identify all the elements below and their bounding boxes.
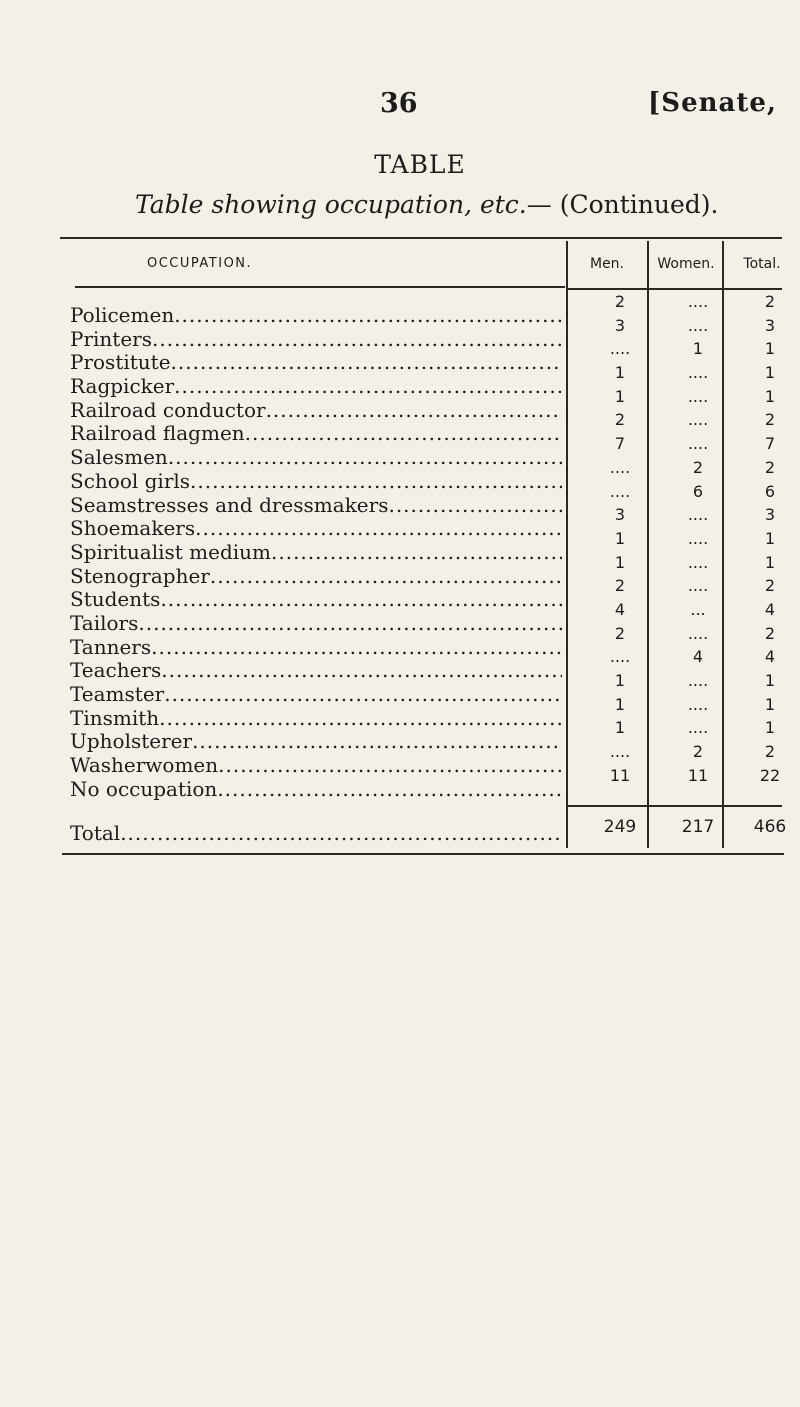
women-cell: 2 bbox=[692, 457, 704, 477]
total-cell: 1 bbox=[764, 339, 776, 359]
women-cell: 6 bbox=[692, 481, 704, 501]
occupation-column-header: OCCUPATION. bbox=[147, 256, 253, 271]
running-head: [Senate, bbox=[648, 88, 777, 118]
women-cell: .... bbox=[687, 623, 709, 643]
men-cell: .... bbox=[609, 647, 631, 667]
occupation-cell: Shoemakers ..... bbox=[70, 516, 562, 540]
table-subtitle bbox=[135, 190, 718, 219]
men-cell: 1 bbox=[614, 363, 626, 383]
men-cell: .... bbox=[609, 481, 631, 501]
totals-label: Total ..... bbox=[70, 821, 562, 845]
men-cell: 3 bbox=[614, 315, 626, 335]
men-cell: 1 bbox=[614, 671, 626, 690]
occupation-cell: Railroad flagmen ..... bbox=[70, 421, 562, 445]
occupation-cell: Teachers ..... bbox=[70, 658, 562, 682]
total-cell: 1 bbox=[764, 386, 776, 406]
total-cell: 2 bbox=[764, 292, 776, 311]
women-cell: .... bbox=[687, 528, 709, 548]
women-cell: .... bbox=[687, 694, 709, 714]
men-cell: 1 bbox=[614, 718, 626, 738]
total-cell: 1 bbox=[764, 552, 776, 572]
women-cell: .... bbox=[687, 315, 709, 335]
total-cell: 2 bbox=[764, 457, 776, 477]
men-cell: 1 bbox=[614, 528, 626, 548]
total-cell: 3 bbox=[764, 505, 776, 525]
women-cell: .... bbox=[687, 671, 709, 690]
subtitle-rest: — (Continued). bbox=[526, 190, 719, 219]
total-cell: 3 bbox=[764, 315, 776, 335]
men-column-header: Men. bbox=[589, 256, 624, 272]
women-cell: .... bbox=[687, 505, 709, 525]
women-cell: 4 bbox=[692, 647, 704, 667]
women-cell: ... bbox=[690, 599, 706, 619]
table-top-rule bbox=[60, 237, 782, 239]
occupation-cell: Railroad conductor ..... bbox=[70, 398, 562, 422]
totals-women: 217 bbox=[681, 817, 715, 837]
total-cell: 4 bbox=[764, 647, 776, 667]
total-cell: 22 bbox=[759, 765, 781, 785]
total-cell: 1 bbox=[764, 671, 776, 690]
occupation-cell: Tanners ..... bbox=[70, 635, 562, 659]
men-cell: .... bbox=[609, 457, 631, 477]
men-cell: 2 bbox=[614, 292, 626, 311]
total-column-header: Total. bbox=[743, 256, 781, 272]
total-cell: 4 bbox=[764, 599, 776, 619]
totals-rule bbox=[568, 805, 782, 807]
header-rule-right bbox=[568, 288, 782, 290]
occupation-cell: Upholsterer ..... bbox=[70, 729, 562, 753]
totals-men: 249 bbox=[603, 817, 637, 837]
women-cell: .... bbox=[687, 386, 709, 406]
totals-total: 466 bbox=[753, 817, 787, 837]
occupation-cell: Seamstresses and dressmakers ..... bbox=[70, 493, 562, 517]
occupation-cell: Salesmen ..... bbox=[70, 445, 562, 469]
occupation-cell: Tailors ..... bbox=[70, 611, 562, 635]
men-cell: 4 bbox=[614, 599, 626, 619]
men-cell: 7 bbox=[614, 434, 626, 454]
page-number: 36 bbox=[380, 88, 418, 119]
men-cell: 2 bbox=[614, 576, 626, 596]
total-cell: 7 bbox=[764, 434, 776, 454]
total-cell: 1 bbox=[764, 694, 776, 714]
occupation-cell: Printers ..... bbox=[70, 327, 562, 351]
women-cell: .... bbox=[687, 410, 709, 430]
men-cell: 1 bbox=[614, 552, 626, 572]
women-cell: .... bbox=[687, 576, 709, 596]
occupation-cell: No occupation ..... bbox=[70, 777, 562, 801]
women-cell: .... bbox=[687, 363, 709, 383]
women-cell: .... bbox=[687, 434, 709, 454]
totals-row bbox=[0, 817, 800, 847]
total-cell: 2 bbox=[764, 623, 776, 643]
total-cell: 1 bbox=[764, 528, 776, 548]
occupation-cell: Policemen ..... bbox=[70, 303, 562, 327]
total-cell: 1 bbox=[764, 363, 776, 383]
men-cell: 11 bbox=[609, 765, 631, 785]
women-cell: 11 bbox=[687, 765, 709, 785]
header-rule-left bbox=[75, 286, 565, 288]
occupation-cell: School girls ..... bbox=[70, 469, 562, 493]
total-cell: 1 bbox=[764, 718, 776, 738]
men-cell: .... bbox=[609, 339, 631, 359]
women-cell: .... bbox=[687, 552, 709, 572]
women-cell: 1 bbox=[692, 339, 704, 359]
total-cell: 2 bbox=[764, 576, 776, 596]
women-cell: 2 bbox=[692, 742, 704, 762]
women-column-header: Women. bbox=[657, 256, 715, 272]
men-cell: 1 bbox=[614, 694, 626, 714]
occupation-cell: Washerwomen ..... bbox=[70, 753, 562, 777]
occupation-cell: Ragpicker ..... bbox=[70, 374, 562, 398]
total-cell: 6 bbox=[764, 481, 776, 501]
total-cell: 2 bbox=[764, 410, 776, 430]
table-body bbox=[0, 292, 800, 801]
occupation-cell: Students ..... bbox=[70, 587, 562, 611]
table-title: TABLE bbox=[374, 150, 466, 179]
women-cell: .... bbox=[687, 292, 709, 311]
total-cell: 2 bbox=[764, 742, 776, 762]
occupation-cell: Teamster ..... bbox=[70, 682, 562, 706]
subtitle-italic: Table showing occupation, etc. bbox=[135, 190, 527, 219]
occupation-cell: Spiritualist medium ..... bbox=[70, 540, 562, 564]
women-cell: .... bbox=[687, 718, 709, 738]
men-cell: 2 bbox=[614, 623, 626, 643]
men-cell: 3 bbox=[614, 505, 626, 525]
occupation-cell: Tinsmith ..... bbox=[70, 706, 562, 730]
occupation-cell: Prostitute ..... bbox=[70, 350, 562, 374]
men-cell: 2 bbox=[614, 410, 626, 430]
men-cell: .... bbox=[609, 742, 631, 762]
occupation-cell: Stenographer ..... bbox=[70, 564, 562, 588]
men-cell: 1 bbox=[614, 386, 626, 406]
table-bottom-rule bbox=[62, 853, 784, 855]
